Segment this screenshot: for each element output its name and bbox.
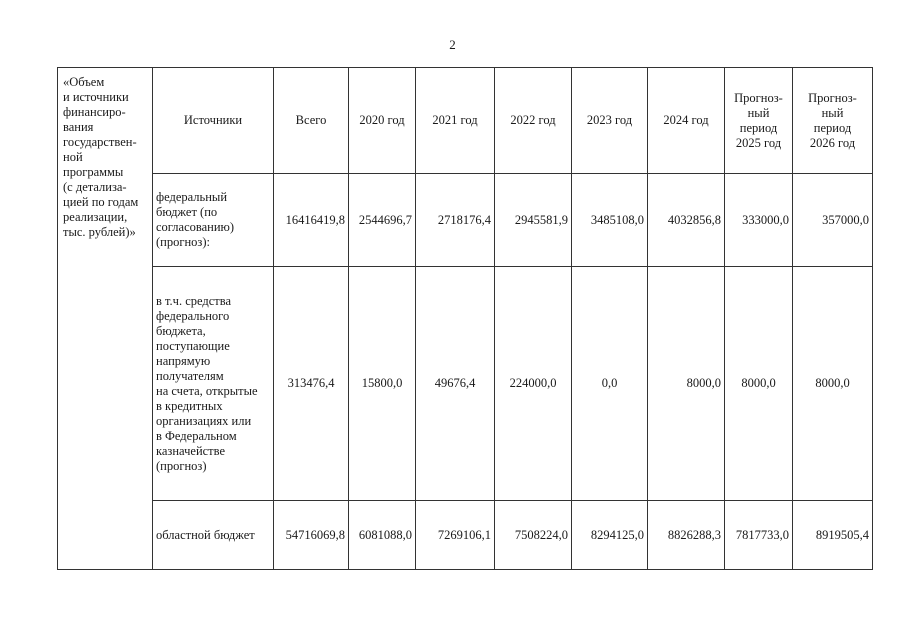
value-2025: 7817733,0	[725, 501, 793, 570]
source-federal: федеральный бюджет (по согласованию) (прогноз):	[153, 174, 274, 267]
source-regional: областной бюджет	[153, 501, 274, 570]
value-2024: 4032856,8	[648, 174, 725, 267]
header-total: Всего	[274, 68, 349, 174]
header-row	[58, 68, 873, 174]
table-row	[58, 501, 873, 570]
value-2021: 49676,4	[416, 267, 495, 501]
value-2023: 0,0	[572, 267, 648, 501]
value-total: 16416419,8	[274, 174, 349, 267]
value-2021: 2718176,4	[416, 174, 495, 267]
header-forecast-2026: Прогноз- ный период 2026 год	[793, 68, 873, 174]
section-label-cell: «Объем и источники финансиро- вания государствен- ной программы (с детализа- цией по годам реализации, тыс. рублей)»	[58, 68, 153, 570]
value-2022: 2945581,9	[495, 174, 572, 267]
value-total: 54716069,8	[274, 501, 349, 570]
value-2021: 7269106,1	[416, 501, 495, 570]
value-2026: 8919505,4	[793, 501, 873, 570]
header-2023: 2023 год	[572, 68, 648, 174]
value-total: 313476,4	[274, 267, 349, 501]
value-2024: 8000,0	[648, 267, 725, 501]
value-2024: 8826288,3	[648, 501, 725, 570]
header-2024: 2024 год	[648, 68, 725, 174]
table-row	[58, 174, 873, 267]
value-2025: 8000,0	[725, 267, 793, 501]
value-2022: 7508224,0	[495, 501, 572, 570]
source-federal-direct: в т.ч. средства федерального бюджета, поступающие напрямую получателям на счета, открытые в кредитных организациях или в Федеральном казначействе (прогноз)	[153, 267, 274, 501]
value-2025: 333000,0	[725, 174, 793, 267]
header-2021: 2021 год	[416, 68, 495, 174]
value-2026: 357000,0	[793, 174, 873, 267]
header-2022: 2022 год	[495, 68, 572, 174]
header-2020: 2020 год	[349, 68, 416, 174]
header-sources: Источники	[153, 68, 274, 174]
value-2020: 15800,0	[349, 267, 416, 501]
value-2020: 6081088,0	[349, 501, 416, 570]
financing-table	[57, 67, 873, 570]
value-2023: 8294125,0	[572, 501, 648, 570]
value-2026: 8000,0	[793, 267, 873, 501]
value-2020: 2544696,7	[349, 174, 416, 267]
value-2022: 224000,0	[495, 267, 572, 501]
value-2023: 3485108,0	[572, 174, 648, 267]
table-row	[58, 267, 873, 501]
header-forecast-2025: Прогноз- ный период 2025 год	[725, 68, 793, 174]
page-number: 2	[449, 37, 456, 52]
